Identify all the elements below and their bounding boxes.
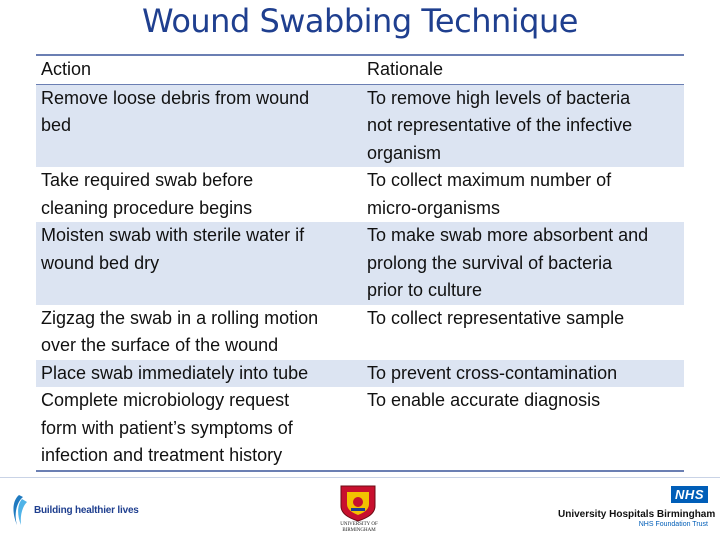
- rationale-cell: [362, 305, 684, 360]
- rationale-text-line: not representative of the infective: [367, 115, 633, 135]
- building-healthier-lives-logo: [8, 492, 139, 528]
- table-row: [36, 167, 684, 222]
- nhs-logo-block: [558, 486, 716, 528]
- rationale-cell: [362, 387, 684, 470]
- action-text-line: infection and treatment history: [41, 445, 283, 465]
- rationale-cell: [362, 85, 684, 168]
- action-text-line: Take required swab before: [41, 170, 254, 190]
- action-cell: [36, 85, 362, 168]
- rationale-text-line: To collect representative sample: [367, 307, 625, 328]
- footer-divider: [0, 477, 720, 478]
- rationale-text-line: To remove high levels of bacteria: [367, 87, 631, 108]
- rationale-text-line: organism: [367, 142, 442, 163]
- swirl-logo-icon: [8, 493, 30, 527]
- action-text-line: form with patient’s symptoms of: [41, 417, 293, 438]
- nhs-organisation-name: University Hospitals Birmingham: [558, 509, 716, 520]
- slide-title: Wound Swabbing Technique: [142, 2, 578, 40]
- table-header-row: [36, 56, 684, 85]
- table-body: [36, 85, 684, 470]
- action-text-line: Remove loose debris from wound: [41, 87, 310, 108]
- rationale-text-line: To make swab more absorbent and: [367, 225, 649, 245]
- rationale-cell: [362, 222, 684, 305]
- action-text-line: Zigzag the swab in a rolling motion: [41, 307, 319, 328]
- building-healthier-lives-text: Building healthier lives: [34, 504, 139, 516]
- crest-caption-line: UNIVERSITY OF: [340, 522, 378, 527]
- table-row: [36, 222, 684, 305]
- rationale-text-line: prolong the survival of bacteria: [367, 252, 613, 273]
- action-text-line: wound bed dry: [41, 252, 160, 273]
- action-text-line: Place swab immediately into tube: [41, 362, 309, 383]
- action-cell: [36, 387, 362, 470]
- action-text-line: Moisten swab with sterile water if: [41, 225, 305, 245]
- action-cell: [36, 222, 362, 305]
- action-text-line: cleaning procedure begins: [41, 197, 253, 218]
- action-text-line: Complete microbiology request: [41, 390, 290, 410]
- rationale-text-line: To prevent cross-contamination: [367, 362, 618, 383]
- table-row: [36, 85, 684, 168]
- action-cell: [36, 360, 362, 388]
- header-action: Action: [41, 59, 92, 79]
- table-row: [36, 305, 684, 360]
- action-cell: [36, 305, 362, 360]
- header-rationale: Rationale: [367, 59, 444, 79]
- table-row: [36, 360, 684, 388]
- crest-caption: [337, 522, 381, 534]
- rationale-text-line: To collect maximum number of: [367, 170, 612, 190]
- crest-caption-line: BIRMINGHAM: [342, 528, 376, 533]
- table-row: [36, 387, 684, 470]
- rationale-text-line: prior to culture: [367, 280, 483, 300]
- rationale-text-line: micro-organisms: [367, 197, 501, 218]
- rationale-text-line: To enable accurate diagnosis: [367, 390, 601, 410]
- rationale-cell: [362, 360, 684, 388]
- technique-table: [36, 54, 684, 472]
- action-cell: [36, 167, 362, 222]
- nhs-trust-name: NHS Foundation Trust: [638, 521, 708, 528]
- action-text-line: bed: [41, 115, 72, 135]
- action-text-line: over the surface of the wound: [41, 335, 279, 355]
- rationale-cell: [362, 167, 684, 222]
- nhs-badge: NHS: [671, 486, 708, 503]
